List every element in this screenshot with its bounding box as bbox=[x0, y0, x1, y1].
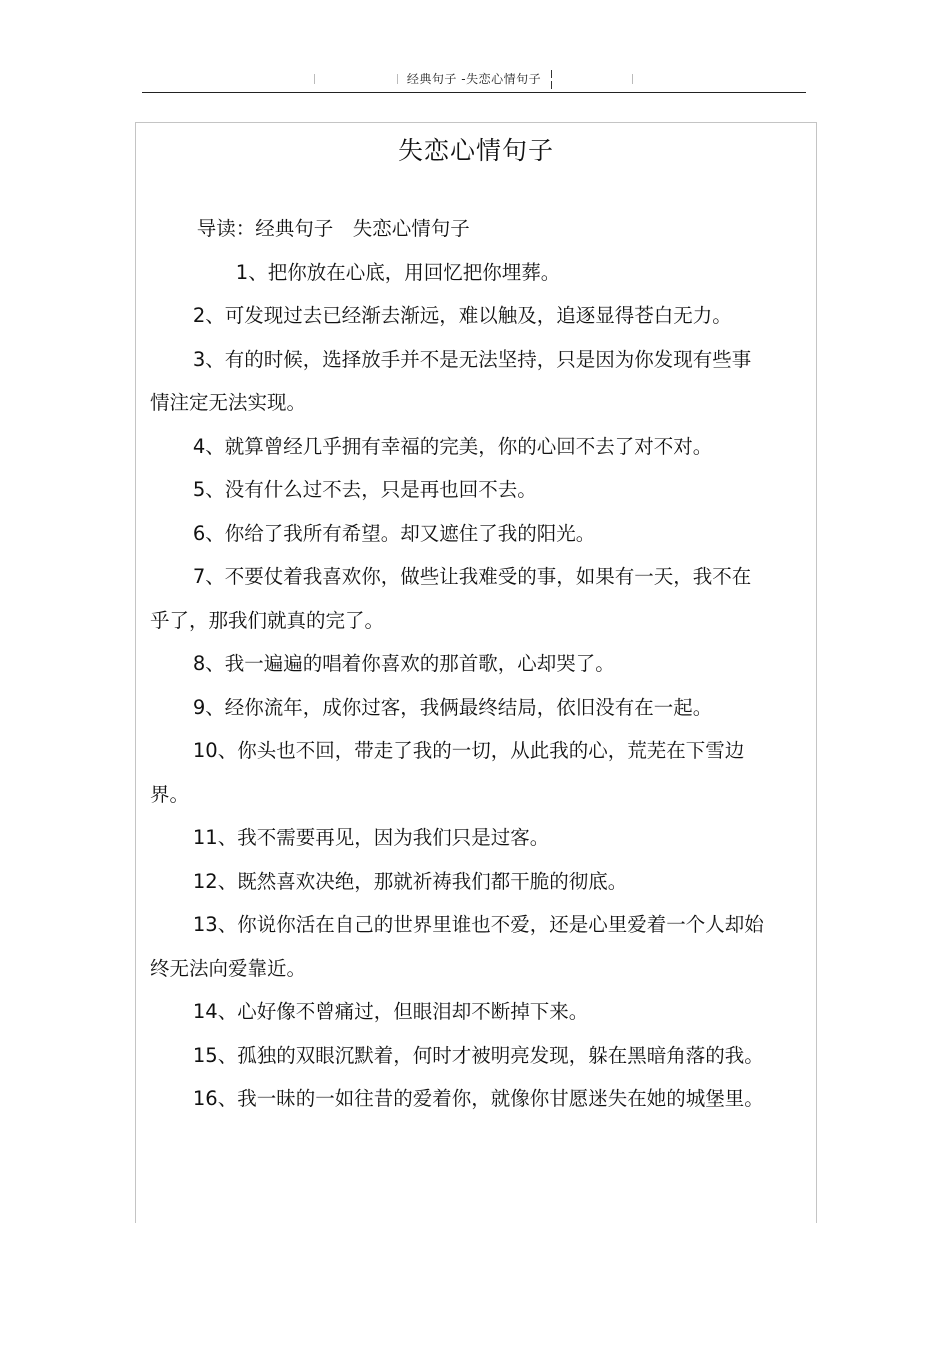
list-item: 10、你头也不回，带走了我的一切，从此我的心，荒芜在下雪边界。 bbox=[150, 739, 745, 806]
list-item: 5、没有什么过不去，只是再也回不去。 bbox=[192, 478, 537, 501]
list-item: 6、你给了我所有希望。却又遮住了我的阳光。 bbox=[192, 521, 596, 545]
list-item: 15、孤独的双眼沉默着，何时才被明亮发现，躲在黑暗角落的我。 bbox=[192, 1043, 764, 1067]
intro-paragraph: 导读：经典句子 失恋心情句子 bbox=[196, 217, 470, 240]
list-item: 2、可发现过去已经渐去渐远，难以触及，追逐显得苍白无力。 bbox=[192, 304, 732, 327]
list-item: 1、把你放在心底，用回忆把你埋葬。 bbox=[235, 260, 561, 284]
running-header bbox=[142, 60, 806, 93]
list-item: 8、我一遍遍的唱着你喜欢的那首歌，心却哭了。 bbox=[192, 652, 615, 675]
list-item: 4、就算曾经几乎拥有幸福的完美，你的心回不去了对不对。 bbox=[192, 434, 713, 458]
list-item: 12、既然喜欢决绝，那就祈祷我们都干脆的彻底。 bbox=[192, 869, 628, 893]
document-body bbox=[150, 207, 764, 1121]
list-item: 7、不要仗着我喜欢你，做些让我难受的事，如果有一天，我不在乎了，那我们就真的完了。 bbox=[150, 565, 752, 632]
list-item: 14、心好像不曾痛过，但眼泪却不断掉下来。 bbox=[192, 1000, 589, 1023]
document-title: 失恋心情句子 bbox=[397, 136, 554, 165]
list-item: 13、你说你活在自己的世界里谁也不爱，还是心里爱着一个人却始终无法向爱靠近。 bbox=[150, 913, 764, 980]
list-item: 16、我一昧的一如往昔的爱着你，就像你甘愿迷失在她的城堡里。 bbox=[192, 1087, 764, 1110]
list-item: 9、经你流年，成你过客，我俩最终结局，依旧没有在一起。 bbox=[192, 695, 713, 719]
header-text: 经典句子 -失恋心情句子 bbox=[406, 72, 542, 86]
document-frame bbox=[135, 122, 817, 1223]
list-item: 11、我不需要再见，因为我们只是过客。 bbox=[192, 826, 550, 849]
list-item: 3、有的时候，选择放手并不是无法坚持，只是因为你发现有些事情注定无法实现。 bbox=[150, 347, 752, 414]
